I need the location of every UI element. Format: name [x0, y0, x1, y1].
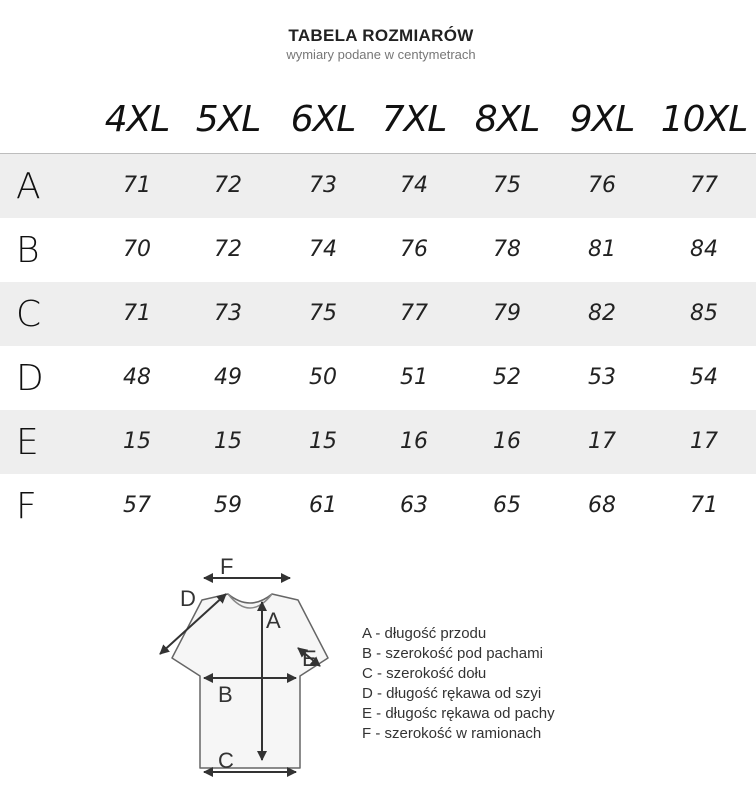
table-cell: 52 [493, 365, 521, 390]
table-cell: 76 [400, 237, 428, 262]
legend-item-a: A - długość przodu [362, 625, 487, 642]
table-cell: 68 [588, 493, 616, 518]
table-cell: 75 [309, 301, 337, 326]
table-cell: 74 [309, 237, 337, 262]
table-cell: 53 [588, 365, 616, 390]
table-cell: 49 [214, 365, 242, 390]
size-header-6xl: 6XL [290, 99, 356, 140]
diagram-label-d: D [180, 586, 196, 611]
table-cell: 15 [123, 429, 151, 454]
table-row-a [0, 154, 756, 218]
table-cell: 72 [214, 173, 242, 198]
header [0, 26, 756, 62]
diagram-label-e: E [302, 646, 317, 671]
table-cell: 16 [400, 429, 428, 454]
table-row-c [0, 282, 756, 346]
table-cell: 15 [214, 429, 242, 454]
table-cell: 82 [588, 301, 616, 326]
size-header-5xl: 5XL [195, 99, 261, 140]
tshirt-measurement-diagram [150, 550, 350, 790]
measurement-legend [362, 624, 555, 744]
table-cell: 77 [400, 301, 428, 326]
row-label: E [16, 422, 39, 463]
table-row-d [0, 346, 756, 410]
table-cell: 51 [400, 365, 428, 390]
table-cell: 50 [309, 365, 337, 390]
size-header-10xl: 10XL [660, 99, 748, 140]
diagram-label-c: C [218, 748, 234, 773]
size-header-7xl: 7XL [381, 99, 447, 140]
table-cell: 73 [214, 301, 242, 326]
diagram-label-f: F [220, 554, 234, 579]
table-cell: 76 [588, 173, 616, 198]
table-cell: 74 [400, 173, 428, 198]
table-row-b [0, 218, 756, 282]
table-cell: 59 [214, 493, 242, 518]
size-header-8xl: 8XL [474, 99, 540, 140]
size-header-4xl: 4XL [104, 99, 170, 140]
table-cell: 61 [309, 493, 337, 518]
page-subtitle: wymiary podane w centymetrach [286, 47, 476, 62]
table-row-f [0, 474, 756, 538]
row-label: F [16, 486, 37, 527]
table-cell: 63 [400, 493, 428, 518]
table-cell: 84 [690, 237, 718, 262]
table-cell: 73 [309, 173, 337, 198]
legend-item-b: B - szerokość pod pachami [362, 645, 543, 662]
size-table [0, 90, 756, 538]
table-cell: 71 [690, 493, 718, 518]
row-label: D [16, 358, 44, 399]
table-cell: 17 [690, 429, 718, 454]
table-cell: 70 [123, 237, 151, 262]
legend-item-d: D - długość rękawa od szyi [362, 685, 542, 702]
table-cell: 78 [493, 237, 521, 262]
legend-item-e: E - długośc rękawa od pachy [362, 705, 555, 722]
table-cell: 81 [588, 237, 616, 262]
table-cell: 16 [493, 429, 521, 454]
diagram-label-a: A [266, 608, 281, 633]
diagram-label-b: B [218, 682, 233, 707]
page-title: TABELA ROZMIARÓW [288, 26, 474, 45]
table-cell: 77 [690, 173, 718, 198]
table-cell: 79 [493, 301, 521, 326]
table-cell: 15 [309, 429, 337, 454]
tshirt-outline [172, 594, 328, 768]
table-cell: 71 [123, 301, 151, 326]
table-cell: 48 [123, 365, 151, 390]
table-cell: 65 [493, 493, 521, 518]
row-label: B [16, 230, 40, 271]
table-cell: 54 [690, 365, 718, 390]
table-cell: 85 [690, 301, 718, 326]
table-cell: 71 [123, 173, 151, 198]
size-header-row [0, 90, 756, 154]
legend-item-c: C - szerokość dołu [362, 665, 487, 682]
row-label: A [16, 166, 41, 207]
table-cell: 75 [493, 173, 521, 198]
legend-item-f: F - szerokość w ramionach [362, 725, 542, 742]
table-cell: 72 [214, 237, 242, 262]
size-header-9xl: 9XL [569, 99, 635, 140]
table-row-e [0, 410, 756, 474]
table-cell: 57 [123, 493, 151, 518]
table-cell: 17 [588, 429, 616, 454]
row-label: C [16, 294, 42, 335]
